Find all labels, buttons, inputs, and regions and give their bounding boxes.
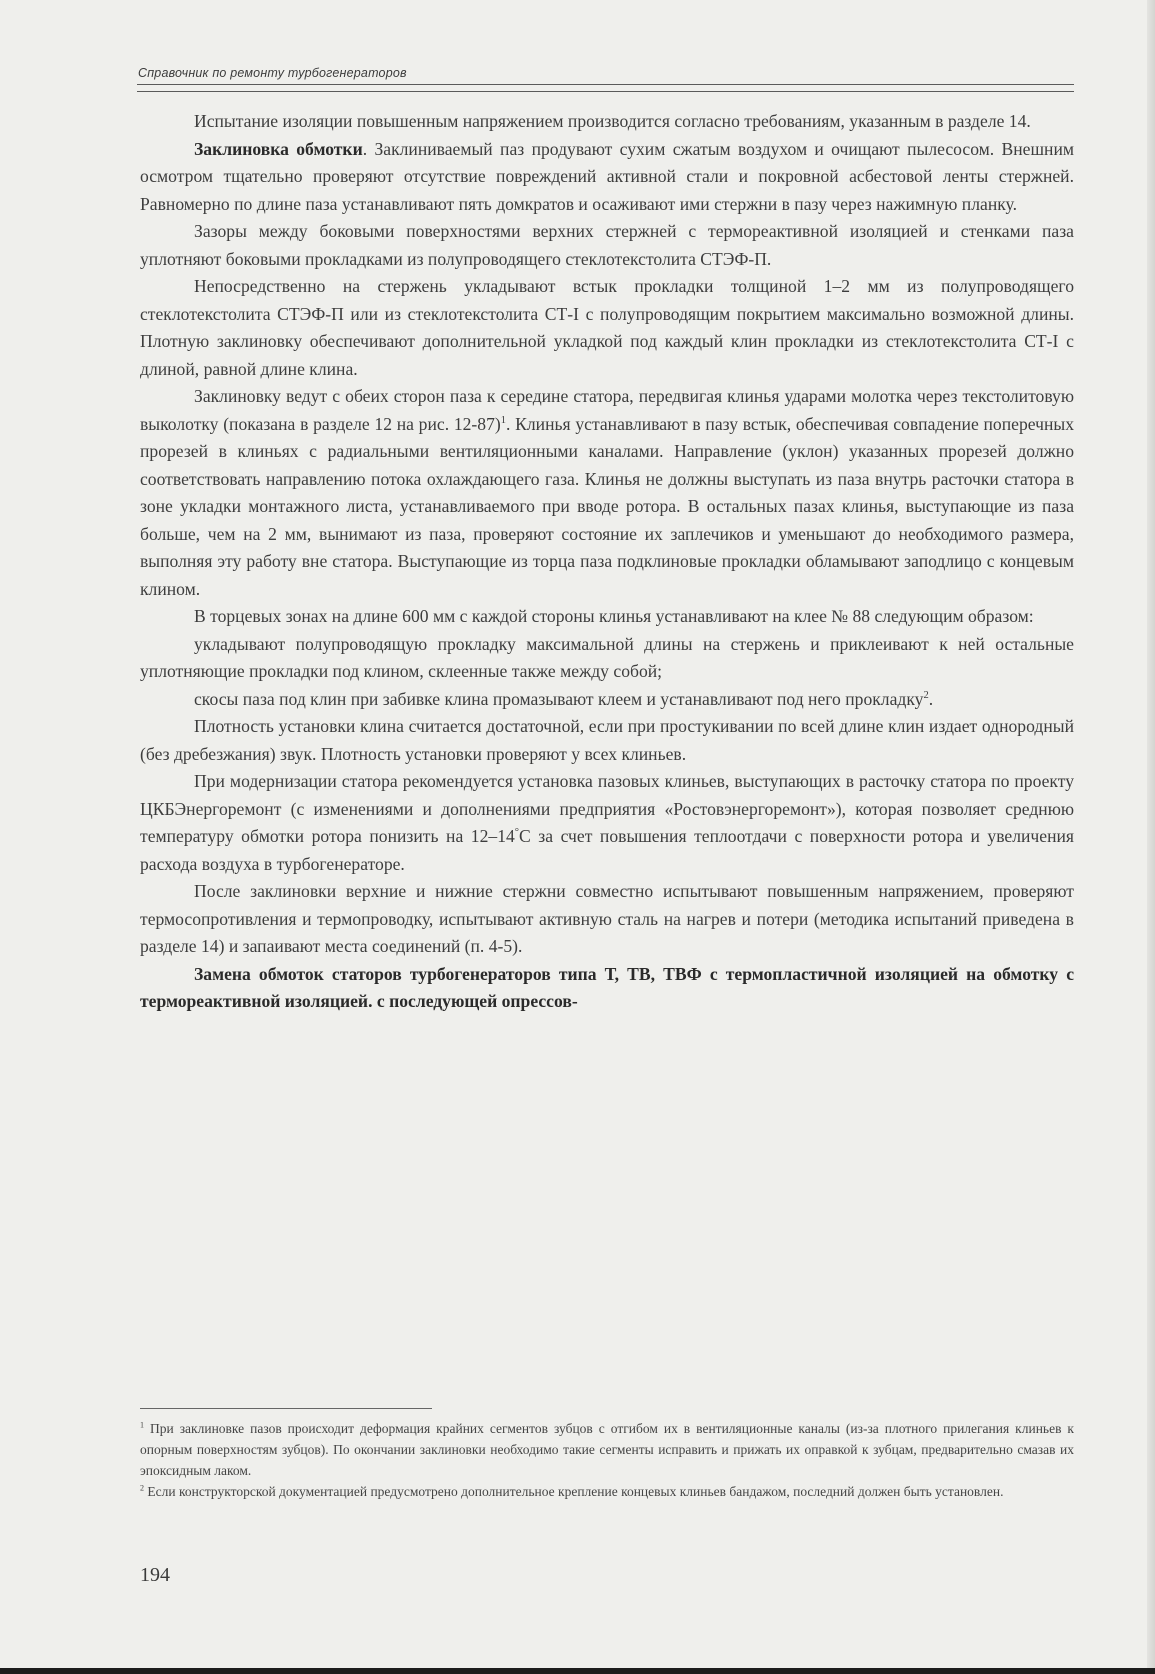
paragraph-10-part-a: При модернизации статора рекомендуется установка пазовых клиньев, выступающих в расточку статора по проекту ЦКБЭнергоремонт (с изменениями и дополнениями предприятия «Ростовэнергоремонт»), которая позволяет среднюю температуру обмотки ротора понизить на 12–14 [140,771,1074,846]
scan-edge-shadow [1147,0,1155,1674]
footnote-ref-1: 1 [500,414,507,426]
paragraph-7: укладывают полупроводящую прокладку максимальной длины на стержень и приклеивают к ней остальные уплотняющие прокладки под клином, склеенные также между собой; [140,633,1074,681]
footnote-ref-2: 2 [923,689,929,701]
paragraph-10 [140,768,1074,878]
degree-mark: ° [514,827,520,839]
footnote-1 [140,1418,1074,1481]
footnote-1-mark: 1 [140,1420,145,1430]
footnote-separator [140,1408,432,1409]
footnote-2 [140,1481,1074,1502]
footnote-1-text: При заклиновке пазов происходит деформация крайних сегментов зубцов с отгибом их в вентиляционные каналы (из-за плотного прилегания клиньев к опорным поверхностям зубцов). По окончании заклиновки необходимо такие сегменты исправить и прижать их оправкой к зубцам, предварительно смазав их эпоксидным лаком. [140,1421,1074,1478]
running-header: Справочник по ремонту турбогенераторов [138,66,407,80]
paragraph-9: Плотность установки клина считается достаточной, если при простукивании по всей длине клин издает однородный (без дребезжания) звук. Плотность установки проверяют у всех клиньев. [140,716,1074,764]
paragraph-3: Зазоры между боковыми поверхностями верхних стержней с термореактивной изоляцией и стенками паза уплотняют боковыми прокладками из полупроводящего стеклотекстолита СТЭФ-П. [140,221,1074,269]
paragraph-2-text: . Заклиниваемый паз продувают сухим сжатым воздухом и очищают пылесосом. Внешним осмотром тщательно проверяют отсутствие повреждений активной стали и покровной асбестовой ленты стержней. Равномерно по длине паза устанавливают пять домкратов и осаживают ими стержни в пазу через нажимную планку. [140,138,1074,214]
paragraph-8-part-b: . [928,688,934,709]
paragraph-5-part-a: Заклиновку ведут с обеих сторон паза к середине статора, передвигая клинья ударами молотка через текстолитовую выколотку (показана в разделе 12 на рис. 12-87) [140,386,1074,434]
footnote-2-text: Если конструкторской документацией предусмотрено дополнительное крепление концевых клиньев бандажом, последний должен быть установлен. [144,1484,1004,1499]
section-heading-paragraph: Замена обмоток статоров турбогенераторов типа Т, ТВ, ТВФ с термопластичной изоляцией на обмотку с термореактивной изоляцией. с последующей опрессов- [140,963,1074,1011]
paragraph-8 [140,686,1074,714]
footnotes [140,1418,1074,1502]
paragraph-2 [140,136,1074,219]
paragraph-8-part-a: скосы паза под клин при забивке клина промазывают клеем и устанавливают под него прокладку [194,688,924,709]
paragraph-10-part-b: С за счет повышения теплоотдачи с поверхности ротора и увеличения расхода воздуха в турбогенераторе. [140,826,1075,874]
paragraph-5-part-b: . Клинья устанавливают в пазу встык, обеспечивая совпадение поперечных прорезей в клиньях с радиальными вентиляционными каналами. Направление (уклон) указанных прорезей должно соответствовать направлению потока охлаждающего газа. Клинья не должны выступать из паза внутрь расточки статора в зоне укладки монтажного листа, устанавливаемого при вводе ротора. В остальных пазах клинья, выступающие из паза больше, чем на 2 мм, вынимают из паза, проверяют состояние их заплечиков и уменьшают до необходимого размера, выполняя эту работу вне статора. Выступающие из торца паза подклиновые прокладки обламывают заподлицо с концевым клином. [140,413,1074,599]
paragraph-11: После заклиновки верхние и нижние стержни совместно испытывают повышенным напряжением, проверяют термосопротивления и термопроводку, испытывают активную сталь на нагрев и потери (методика испытаний приведена в разделе 14) и запаивают места соединений (п. 4-5). [140,881,1074,956]
paragraph-4: Непосредственно на стержень укладывают встык прокладки толщиной 1–2 мм из полупроводящего стеклотекстолита СТЭФ-П или из стеклотекстолита СТ-I с полупроводящим покрытием максимально возможной длины. Плотную заклиновку обеспечивают дополнительной укладкой под каждый клин прокладки из стеклотекстолита СТ-I с длиной, равной длине клина. [140,276,1074,379]
scan-bottom-edge [0,1668,1155,1674]
paragraph-5 [140,383,1074,603]
paragraph-6: В торцевых зонах на длине 600 мм с каждой стороны клинья устанавливают на клее № 88 следующим образом: [194,606,1034,626]
page-number: 194 [140,1564,170,1586]
main-text [140,108,1074,1016]
footnote-2-mark: 2 [140,1483,145,1493]
header-double-rule [137,84,1074,92]
paragraph-2-lead: Заклиновка обмотки [194,138,363,159]
paragraph-1: Испытание изоляции повышенным напряжением производится согласно требованиям, указанным в разделе 14. [194,111,1031,131]
